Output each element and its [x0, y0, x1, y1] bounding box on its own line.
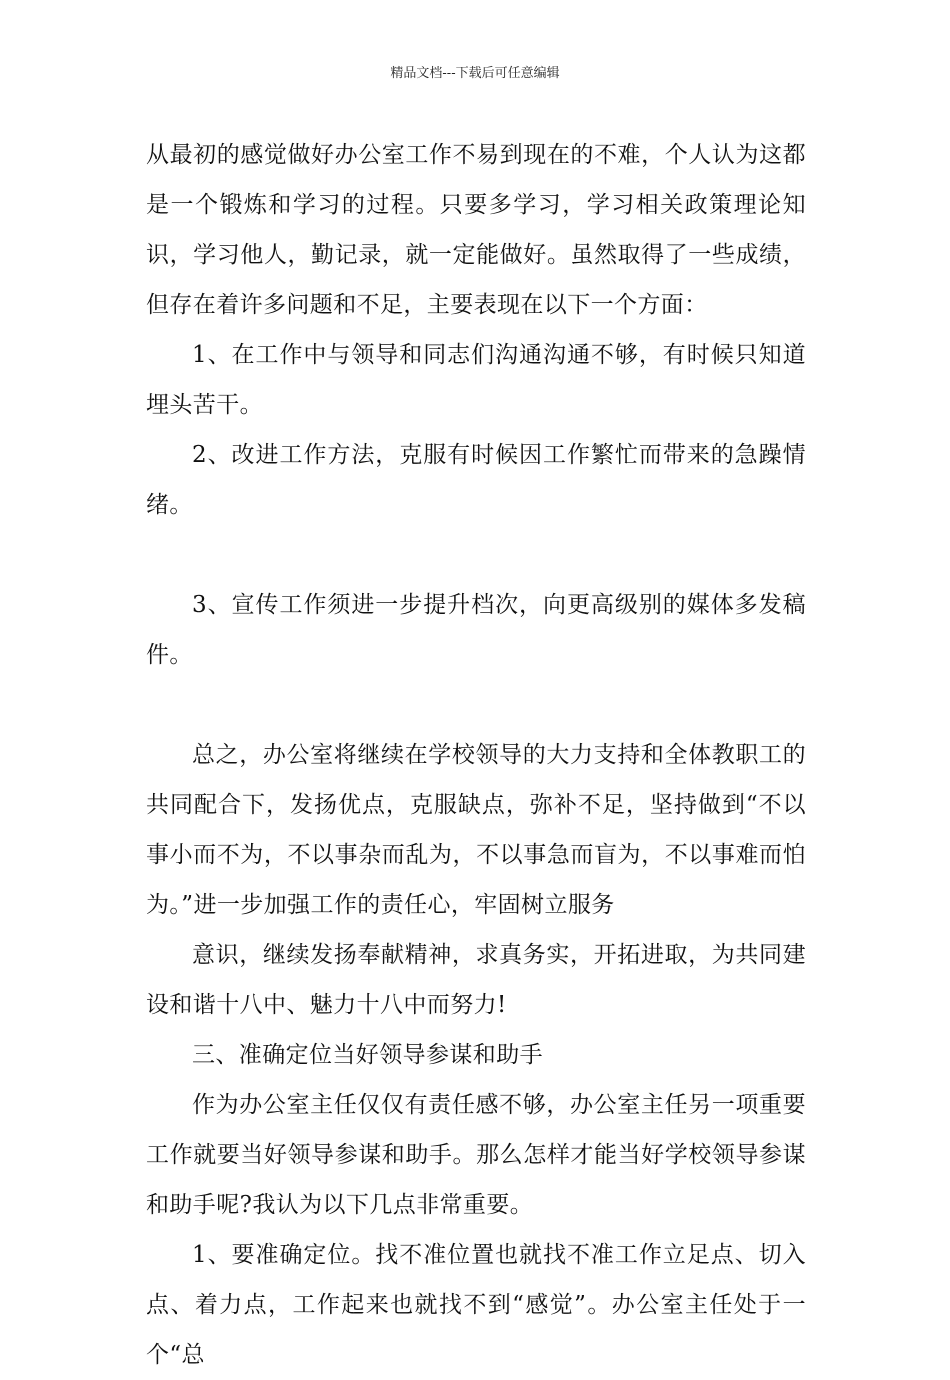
document-body	[146, 130, 806, 1380]
page-header: 精品文档---下载后可任意编辑	[390, 66, 560, 81]
paragraph-role: 作为办公室主任仅仅有责任感不够，办公室主任另一项重要工作就要当好领导参谋和助手。那么怎样才能当好学校领导参谋和助手呢?我认为以下几点非常重要。	[146, 1092, 806, 1218]
section-heading: 三、准确定位当好领导参谋和助手	[192, 1042, 543, 1068]
paragraph-summary: 总之，办公室将继续在学校领导的大力支持和全体教职工的共同配合下，发扬优点，克服缺点，弥补不足，坚持做到“不以事小而不为，不以事杂而乱为，不以事急而盲为，不以事难而怕为。”进一步加强工作的责任心，牢固树立服务	[146, 742, 806, 918]
list-item-1: 1、在工作中与领导和同志们沟通沟通不够，有时候只知道埋头苦干。	[146, 342, 806, 418]
list-item-3: 3、宣传工作须进一步提升档次，向更高级别的媒体多发稿件。	[146, 592, 806, 668]
paragraph-summary-continued: 意识，继续发扬奉献精神，求真务实，开拓进取，为共同建设和谐十八中、魅力十八中而努力!	[146, 942, 806, 1018]
list-item-2: 2、改进工作方法，克服有时候因工作繁忙而带来的急躁情绪。	[146, 442, 806, 518]
list-item-positioning: 1、要准确定位。找不准位置也就找不准工作立足点、切入点、着力点，工作起来也就找不到“感觉”。办公室主任处于一个“总	[146, 1242, 806, 1368]
paragraph-intro: 从最初的感觉做好办公室工作不易到现在的不难，个人认为这都是一个锻炼和学习的过程。只要多学习，学习相关政策理论知识，学习他人，勤记录，就一定能做好。虽然取得了一些成绩，但存在着许多问题和不足，主要表现在以下一个方面：	[146, 142, 806, 318]
